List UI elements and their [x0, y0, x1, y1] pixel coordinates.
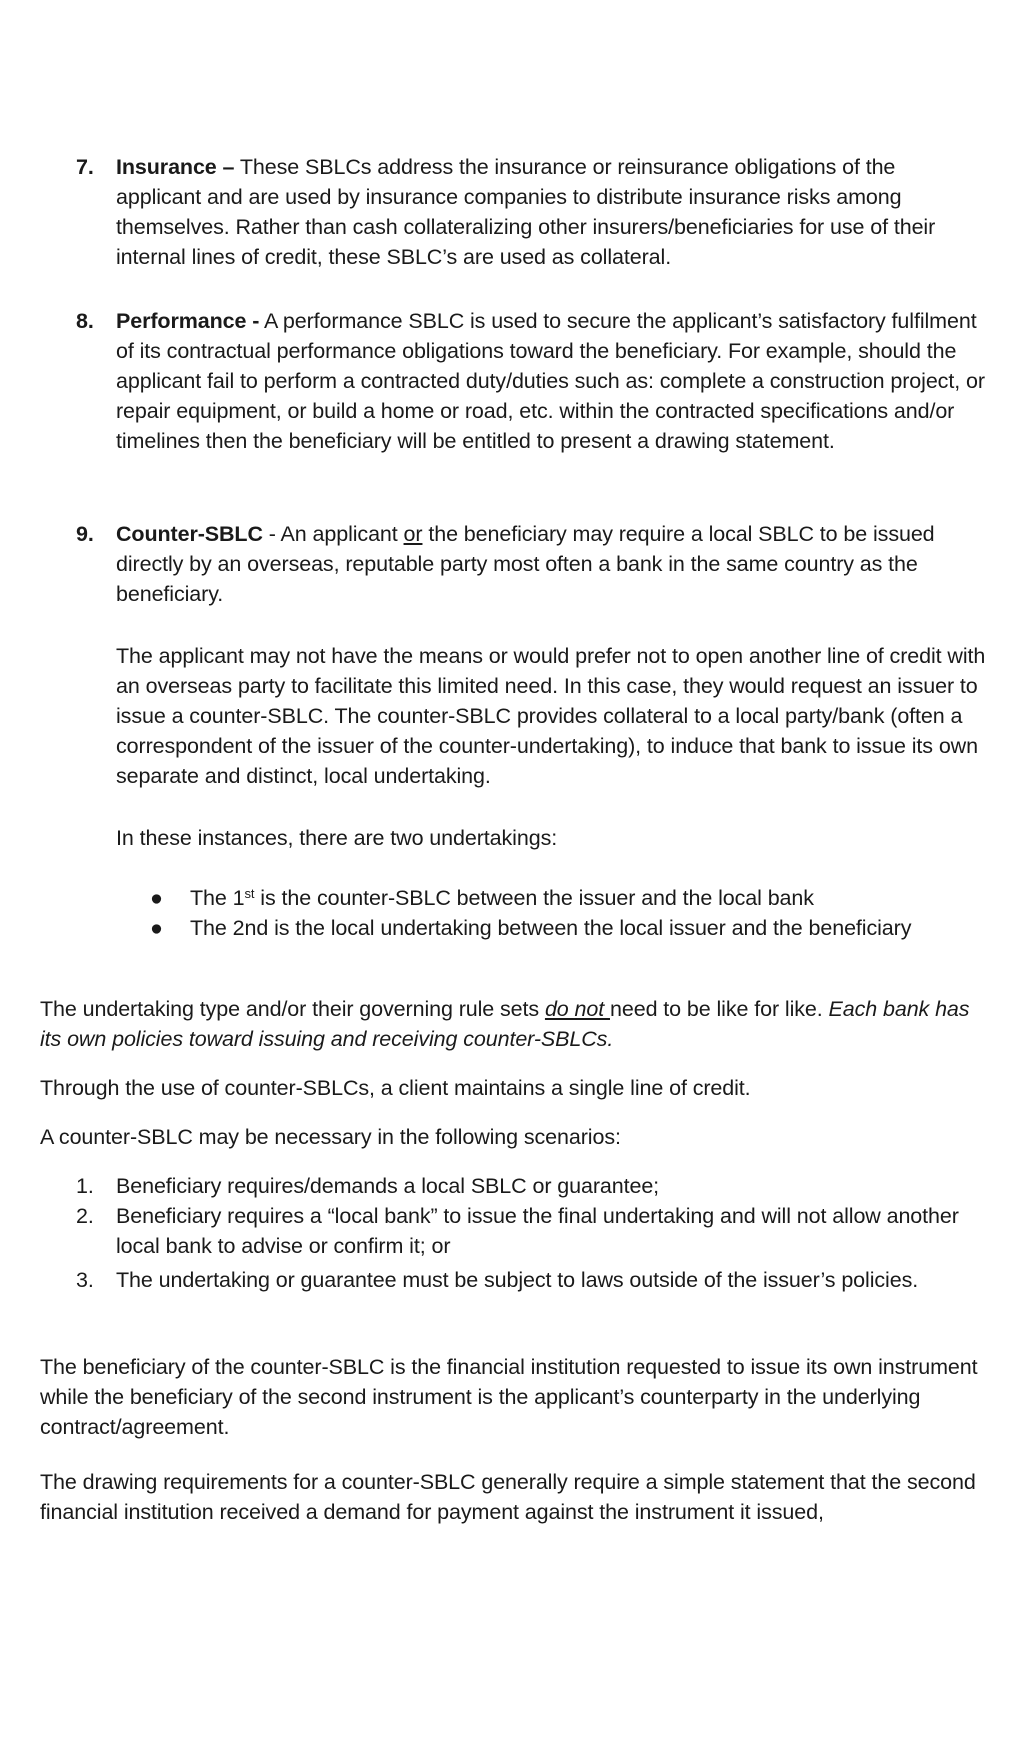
paragraph-text: The undertaking type and/or their governing rule sets [40, 997, 545, 1021]
list-item-performance [76, 306, 986, 456]
paragraph-text: need to be like for like. [610, 997, 829, 1021]
bullet-item [150, 913, 1000, 943]
item-text: A performance SBLC is used to secure the applicant’s satisfactory fulfilment of its contractual performance obligations toward the beneficiary. For example, should the applicant fail to perform a contracted duty/duties such as: complete a construction project, or repair equipment, or build a home or road, etc. within the contracted specifications and/or timelines then the beneficiary will be entitled to present a drawing statement. [116, 309, 985, 453]
bullet-text: The 1 [190, 886, 245, 910]
list-item-counter-sblc [76, 519, 986, 609]
item-number: 7. [76, 155, 94, 179]
paragraph-single-line-credit: Through the use of counter-SBLCs, a client maintains a single line of credit. [40, 1076, 751, 1100]
scenario-number: 2. [76, 1204, 94, 1228]
item-text: - An applicant [262, 522, 404, 546]
paragraph-beneficiary: The beneficiary of the counter-SBLC is the financial institution requested to issue its own instrument while the beneficiary of the second instrument is the applicant’s counterparty in the underlying contract/agreement. [40, 1355, 978, 1439]
bullet-icon: ● [150, 916, 163, 940]
item-title: Performance - [116, 309, 260, 333]
item-body [116, 519, 986, 609]
paragraph-like-for-like [40, 994, 990, 1054]
scenario-text: The undertaking or guarantee must be subject to laws outside of the issuer’s policies. [116, 1268, 919, 1292]
paragraph-italic: Each bank has its own policies toward issuing and receiving counter-SBLCs. [40, 997, 970, 1051]
item-number: 8. [76, 309, 94, 333]
bullet-text: The 2nd is the local undertaking between the local issuer and the beneficiary [190, 916, 912, 940]
paragraph-scenarios-intro: A counter-SBLC may be necessary in the following scenarios: [40, 1125, 621, 1149]
undertakings-intro: In these instances, there are two undertakings: [116, 826, 558, 850]
scenario-item [76, 1201, 996, 1261]
item-text: These SBLCs address the insurance or reinsurance obligations of the applicant and are used by insurance companies to distribute insurance risks among themselves. Rather than cash collateralizing other insurers/beneficiaries for use of their internal lines of credit, these SBLC’s are used as collateral. [116, 155, 936, 269]
paragraph-drawing-requirements: The drawing requirements for a counter-SBLC generally require a simple statement that the second financial institution received a demand for payment against the instrument it issued, [40, 1470, 976, 1524]
item-body [116, 152, 986, 272]
scenario-number: 1. [76, 1174, 94, 1198]
item-text-underlined: or [403, 522, 423, 546]
item-title: Counter-SBLC [116, 522, 263, 546]
scenario-number: 3. [76, 1268, 94, 1292]
paragraph-emphasis: do not [544, 997, 610, 1021]
superscript: st [244, 886, 255, 901]
scenario-item [76, 1265, 996, 1295]
scenario-text: Beneficiary requires a “local bank” to issue the final undertaking and will not allow another local bank to advise or confirm it; or [116, 1204, 959, 1258]
scenario-item [76, 1171, 996, 1201]
bullet-text: is the counter-SBLC between the issuer and the local bank [254, 886, 814, 910]
item-body [116, 306, 986, 456]
bullet-icon: ● [150, 886, 163, 910]
item-text: the beneficiary may require a local SBLC to be issued directly by an overseas, reputable party most often a bank in the same country as the beneficiary. [116, 522, 935, 606]
scenario-text: Beneficiary requires/demands a local SBLC or guarantee; [116, 1174, 660, 1198]
bullet-item [150, 883, 1000, 913]
item-number: 9. [76, 522, 94, 546]
counter-sblc-explanation: The applicant may not have the means or would prefer not to open another line of credit with an overseas party to facilitate this limited need. In this case, they would request an issuer to issue a counter-SBLC. The counter-SBLC provides collateral to a local party/bank (often a correspondent of the issuer of the counter-undertaking), to induce that bank to issue its own separate and distinct, local undertaking. [116, 644, 986, 788]
list-item-insurance [76, 152, 986, 272]
item-title: Insurance – [116, 155, 235, 179]
